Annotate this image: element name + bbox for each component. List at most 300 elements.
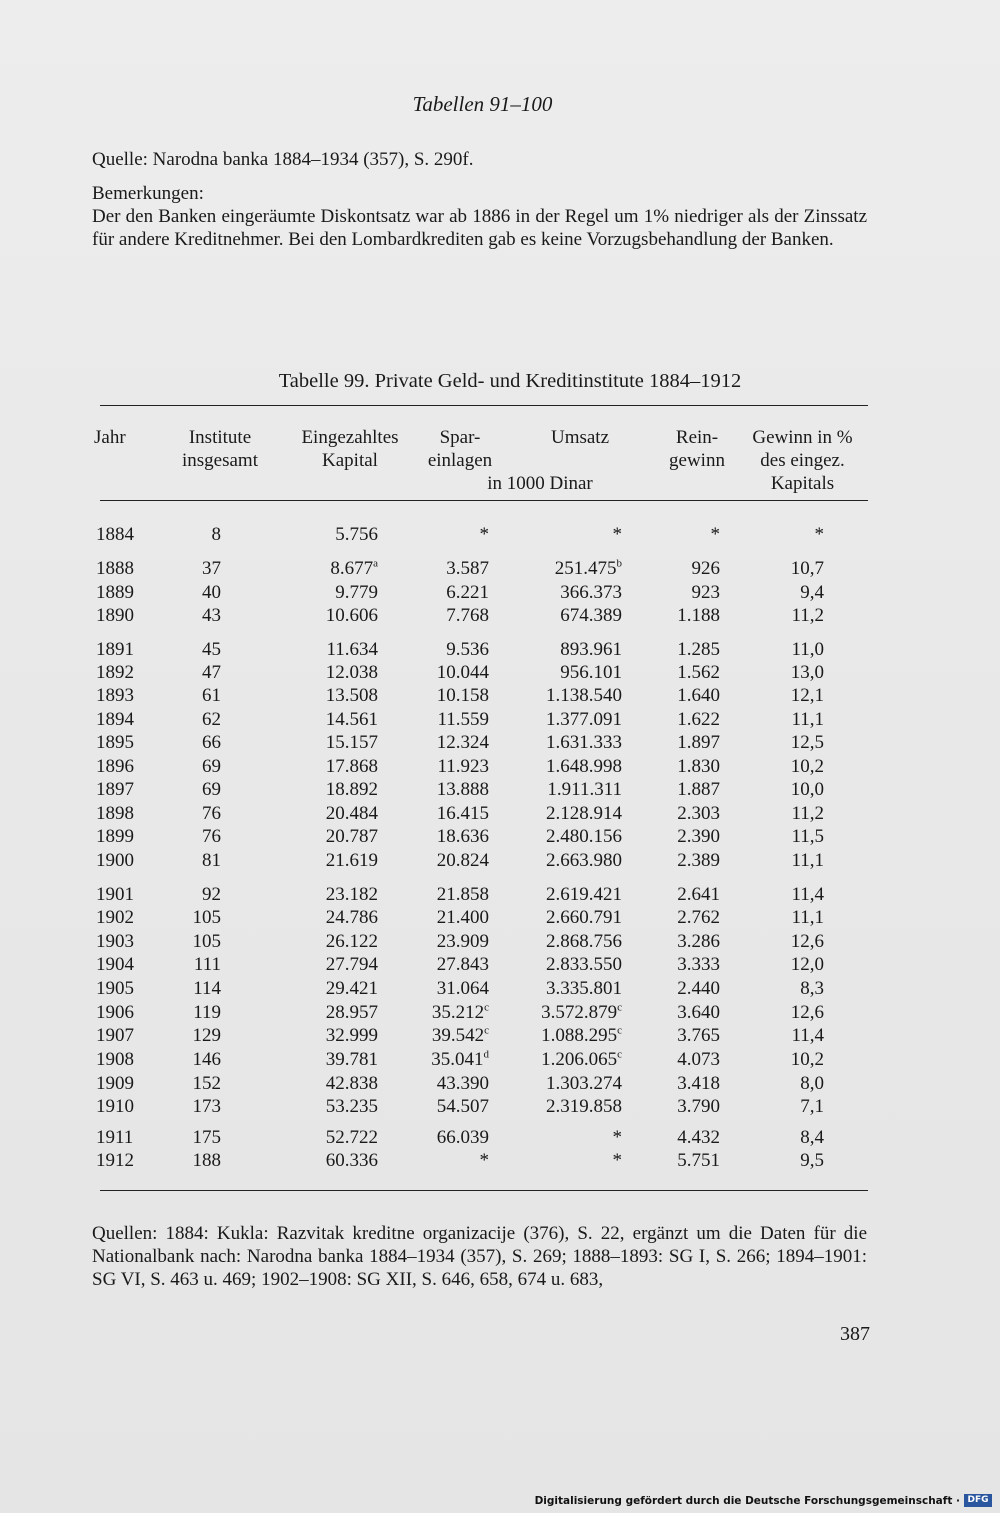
cell-spareinlagen <box>437 779 489 801</box>
cell-kapital <box>326 1025 378 1047</box>
cell-umsatz-value: * <box>612 1127 622 1148</box>
cell-gewinn-pct <box>791 803 824 825</box>
cell-institute-value: 61 <box>202 685 221 706</box>
cell-umsatz <box>613 1150 623 1172</box>
cell-year-value: 1907 <box>96 1025 134 1046</box>
cell-reingewinn-value: 1.562 <box>677 662 720 683</box>
cell-reingewinn <box>677 685 720 707</box>
cell-gewinn-pct <box>800 1150 824 1172</box>
remarks-label: Bemerkungen: <box>92 183 204 204</box>
cell-year <box>96 558 134 580</box>
cell-spareinlagen <box>437 826 489 848</box>
cell-umsatz-value: 1.088.295 <box>541 1025 618 1046</box>
cell-institute-value: 47 <box>202 662 221 683</box>
cell-kapital-value: 20.787 <box>325 826 378 847</box>
cell-spareinlagen <box>437 709 489 731</box>
header-umsatz: Umsatz <box>550 427 610 448</box>
cell-gewinn-pct-value: 11,2 <box>791 605 824 626</box>
cell-institute-value: 76 <box>202 826 221 847</box>
cell-institute <box>202 605 221 627</box>
cell-kapital <box>326 931 378 953</box>
cell-gewinn-pct-value: 9,4 <box>800 582 824 603</box>
cell-kapital-value: 5.756 <box>335 524 378 545</box>
cell-reingewinn-value: 2.303 <box>677 803 720 824</box>
cell-year-value: 1890 <box>96 605 134 626</box>
cell-institute-value: 43 <box>202 605 221 626</box>
cell-year <box>96 605 134 627</box>
cell-spareinlagen <box>432 1025 489 1047</box>
cell-year <box>96 1127 133 1149</box>
cell-year <box>96 779 134 801</box>
cell-institute <box>193 931 222 953</box>
cell-gewinn-pct <box>791 756 824 778</box>
cell-kapital-value: 13.508 <box>325 685 378 706</box>
cell-gewinn-pct <box>791 709 824 731</box>
cell-umsatz <box>560 582 622 604</box>
cell-umsatz-value: 1.138.540 <box>546 685 622 706</box>
cell-reingewinn <box>677 907 720 929</box>
cell-kapital <box>330 558 378 580</box>
cell-reingewinn <box>677 1073 720 1095</box>
table-bottom-rule <box>100 1190 868 1191</box>
cell-reingewinn <box>677 931 720 953</box>
cell-institute <box>193 1049 222 1071</box>
cell-reingewinn-value: 2.390 <box>677 826 720 847</box>
cell-gewinn-pct <box>791 1002 824 1024</box>
cell-umsatz <box>547 779 622 801</box>
cell-gewinn-pct-value: * <box>814 524 824 545</box>
cell-spareinlagen-value: * <box>479 524 489 545</box>
header-gewinn-line2: des eingez. <box>760 450 845 471</box>
cell-gewinn-pct <box>800 582 824 604</box>
cell-reingewinn <box>677 803 720 825</box>
cell-spareinlagen-value: 7.768 <box>446 605 489 626</box>
cell-spareinlagen <box>437 1127 489 1149</box>
cell-umsatz <box>613 1127 623 1149</box>
cell-year <box>96 1002 134 1024</box>
cell-year <box>96 826 134 848</box>
cell-umsatz-value: 1.648.998 <box>546 756 622 777</box>
cell-year-value: 1898 <box>96 803 134 824</box>
cell-gewinn-pct-value: 11,5 <box>791 826 824 847</box>
page-number: 387 <box>840 1323 870 1345</box>
cell-year-value: 1904 <box>96 954 134 975</box>
cell-umsatz <box>560 639 622 661</box>
cell-spareinlagen-value: 12.324 <box>436 732 489 753</box>
cell-reingewinn <box>677 1002 720 1024</box>
cell-spareinlagen <box>437 685 489 707</box>
cell-gewinn-pct <box>791 779 824 801</box>
cell-umsatz <box>546 1073 622 1095</box>
cell-institute <box>202 685 221 707</box>
cell-reingewinn <box>677 884 720 906</box>
cell-kapital <box>326 1049 378 1071</box>
cell-gewinn-pct-value: 11,4 <box>791 1025 824 1046</box>
cell-reingewinn <box>677 954 720 976</box>
cell-reingewinn <box>677 732 720 754</box>
cell-reingewinn-value: 3.418 <box>677 1073 720 1094</box>
cell-kapital <box>326 1150 378 1172</box>
cell-spareinlagen <box>437 662 489 684</box>
digitization-credit: Digitalisierung gefördert durch die Deutsche Forschungsgemeinschaft · <box>534 1495 960 1507</box>
cell-spareinlagen <box>446 582 489 604</box>
cell-reingewinn-value: 2.440 <box>677 978 720 999</box>
cell-year-value: 1908 <box>96 1049 134 1070</box>
cell-reingewinn <box>677 779 720 801</box>
cell-year-value: 1891 <box>96 639 134 660</box>
cell-year-value: 1889 <box>96 582 134 603</box>
cell-institute <box>193 1025 222 1047</box>
cell-kapital <box>326 779 378 801</box>
cell-spareinlagen-value: 6.221 <box>446 582 489 603</box>
cell-gewinn-pct-value: 10,2 <box>790 1049 824 1070</box>
cell-umsatz <box>560 605 622 627</box>
cell-year-value: 1888 <box>96 558 134 579</box>
cell-spareinlagen-value: 23.909 <box>436 931 489 952</box>
cell-spareinlagen <box>480 524 490 546</box>
cell-year <box>96 732 134 754</box>
cell-institute <box>202 756 221 778</box>
cell-gewinn-pct-value: 12,6 <box>790 931 824 952</box>
cell-gewinn-pct <box>791 907 824 929</box>
cell-umsatz-value: 2.319.858 <box>546 1096 622 1117</box>
header-reingewinn <box>662 426 732 472</box>
cell-kapital <box>326 978 378 1000</box>
cell-kapital-value: 21.619 <box>325 850 378 871</box>
cell-gewinn-pct <box>791 954 824 976</box>
cell-institute-value: 129 <box>192 1025 221 1046</box>
cell-umsatz-value: * <box>612 1150 622 1171</box>
header-spar-line1: Spar- <box>439 427 481 448</box>
cell-reingewinn-value: 1.897 <box>677 732 720 753</box>
cell-reingewinn-value: 2.641 <box>677 884 720 905</box>
table-header-rule <box>100 500 868 501</box>
cell-institute <box>193 1073 222 1095</box>
cell-reingewinn-value: 3.333 <box>677 954 720 975</box>
cell-umsatz-value: 3.335.801 <box>546 978 622 999</box>
cell-year-value: 1911 <box>96 1127 134 1148</box>
header-kapital <box>290 426 410 472</box>
cell-reingewinn-value: 1.830 <box>677 756 720 777</box>
cell-reingewinn <box>692 558 721 580</box>
cell-umsatz-value: 1.377.091 <box>546 709 622 730</box>
cell-reingewinn-value: 926 <box>691 558 720 579</box>
cell-kapital <box>326 884 378 906</box>
cell-spareinlagen <box>437 1096 489 1118</box>
cell-kapital <box>326 709 378 731</box>
cell-kapital-value: 39.781 <box>325 1049 378 1070</box>
cell-gewinn-pct <box>791 1049 824 1071</box>
cell-kapital <box>326 639 378 661</box>
cell-spareinlagen-value: 10.044 <box>436 662 489 683</box>
header-institute-line1: Institute <box>188 427 252 448</box>
cell-umsatz-value: 2.128.914 <box>546 803 622 824</box>
cell-gewinn-pct <box>800 1073 824 1095</box>
cell-gewinn-pct <box>791 605 824 627</box>
cell-kapital-value: 28.957 <box>325 1002 378 1023</box>
cell-spareinlagen <box>437 954 489 976</box>
cell-institute-value: 92 <box>202 884 221 905</box>
cell-institute-value: 81 <box>202 850 221 871</box>
cell-kapital-value: 53.235 <box>325 1096 378 1117</box>
cell-spareinlagen-value: 66.039 <box>436 1127 489 1148</box>
cell-spareinlagen <box>446 558 489 580</box>
header-kapital-line2: Kapital <box>322 450 378 471</box>
cell-gewinn-pct-value: 11,1 <box>791 709 824 730</box>
cell-institute <box>202 884 221 906</box>
cell-spareinlagen <box>437 756 489 778</box>
cell-reingewinn-value: 4.432 <box>677 1127 720 1148</box>
cell-umsatz <box>546 907 622 929</box>
cell-gewinn-pct-value: 8,4 <box>800 1127 824 1148</box>
cell-spareinlagen-value: 54.507 <box>436 1096 489 1117</box>
cell-umsatz <box>546 709 622 731</box>
cell-year-value: 1892 <box>96 662 134 683</box>
cell-institute-value: 69 <box>202 779 221 800</box>
cell-year-value: 1897 <box>96 779 134 800</box>
cell-year <box>96 709 134 731</box>
footnote-marker: a <box>373 557 378 570</box>
cell-reingewinn <box>677 1049 720 1071</box>
cell-institute <box>193 1150 222 1172</box>
footnote-marker: c <box>484 1024 489 1037</box>
cell-year <box>96 1049 134 1071</box>
cell-spareinlagen-value: 20.824 <box>436 850 489 871</box>
cell-gewinn-pct-value: 10,0 <box>790 779 824 800</box>
cell-year-value: 1909 <box>96 1073 134 1094</box>
cell-kapital <box>326 685 378 707</box>
cell-spareinlagen <box>437 884 489 906</box>
cell-institute <box>212 524 222 546</box>
cell-spareinlagen-value: 18.636 <box>436 826 489 847</box>
cell-institute-value: 188 <box>192 1150 221 1171</box>
cell-umsatz-value: * <box>612 524 622 545</box>
cell-institute-value: 173 <box>192 1096 221 1117</box>
cell-kapital-value: 11.634 <box>326 639 378 660</box>
cell-gewinn-pct <box>815 524 825 546</box>
header-gewinn-line1: Gewinn in % <box>752 427 853 448</box>
cell-kapital-value: 26.122 <box>325 931 378 952</box>
cell-gewinn-pct <box>800 978 824 1000</box>
cell-year <box>96 884 134 906</box>
header-jahr: Jahr <box>94 427 126 448</box>
cell-institute <box>193 907 222 929</box>
cell-year <box>96 524 134 546</box>
table-top-rule <box>100 405 868 406</box>
cell-reingewinn <box>677 639 720 661</box>
cell-year <box>96 756 134 778</box>
cell-institute-value: 37 <box>202 558 221 579</box>
cell-gewinn-pct-value: 9,5 <box>800 1150 824 1171</box>
cell-kapital-value: 24.786 <box>325 907 378 928</box>
cell-umsatz-value: 251.475 <box>554 558 617 579</box>
cell-gewinn-pct-value: 10,7 <box>790 558 824 579</box>
cell-reingewinn <box>711 524 721 546</box>
cell-umsatz <box>546 1096 622 1118</box>
dfg-logo: DFG <box>964 1494 992 1507</box>
cell-umsatz <box>546 756 622 778</box>
cell-gewinn-pct <box>800 1096 824 1118</box>
cell-kapital-value: 9.779 <box>335 582 378 603</box>
cell-year-value: 1884 <box>96 524 134 545</box>
cell-gewinn-pct <box>791 558 824 580</box>
cell-year <box>96 954 134 976</box>
cell-umsatz <box>546 884 622 906</box>
cell-year <box>96 978 134 1000</box>
cell-umsatz <box>541 1025 622 1047</box>
cell-year-value: 1893 <box>96 685 134 706</box>
cell-reingewinn <box>677 662 720 684</box>
cell-kapital-value: 14.561 <box>325 709 378 730</box>
cell-institute-value: 105 <box>192 931 221 952</box>
cell-year-value: 1896 <box>96 756 134 777</box>
cell-kapital-value: 12.038 <box>325 662 378 683</box>
cell-spareinlagen <box>431 1049 489 1071</box>
remarks-text: Der den Banken eingeräumte Diskontsatz war ab 1886 in der Regel um 1% niedriger als der Zinssatz für andere Kreditnehmer. Bei den Lombardkrediten gab es keine Vorzugsbehandlung der Banken. <box>92 206 867 250</box>
cell-year-value: 1903 <box>96 931 134 952</box>
cell-gewinn-pct-value: 11,1 <box>791 850 824 871</box>
cell-spareinlagen-value: 10.158 <box>436 685 489 706</box>
cell-umsatz <box>546 931 622 953</box>
cell-spareinlagen-value: 39.542 <box>431 1025 485 1046</box>
cell-kapital-value: 27.794 <box>325 954 378 975</box>
cell-umsatz <box>546 850 622 872</box>
cell-kapital <box>335 582 378 604</box>
cell-year-value: 1910 <box>96 1096 134 1117</box>
header-rein-line2: gewinn <box>669 450 725 471</box>
cell-institute <box>194 954 221 976</box>
cell-umsatz <box>541 1002 622 1024</box>
cell-year <box>96 803 134 825</box>
header-spar-line2: einlagen <box>427 450 493 471</box>
cell-institute-value: 66 <box>202 732 221 753</box>
cell-umsatz-value: 366.373 <box>560 582 622 603</box>
header-institute <box>175 426 265 472</box>
cell-spareinlagen-value: 27.843 <box>436 954 489 975</box>
cell-spareinlagen-value: 21.858 <box>436 884 489 905</box>
cell-year <box>96 850 134 872</box>
header-unit: in 1000 Dinar <box>487 473 593 494</box>
cell-umsatz <box>560 662 622 684</box>
cell-year <box>96 685 134 707</box>
cell-institute-value: 8 <box>211 524 221 545</box>
cell-spareinlagen <box>480 1150 490 1172</box>
cell-institute-value: 62 <box>202 709 221 730</box>
cell-kapital <box>326 1002 378 1024</box>
cell-kapital-value: 15.157 <box>325 732 378 753</box>
header-gewinn <box>740 426 865 495</box>
cell-umsatz <box>546 954 622 976</box>
cell-kapital-value: 23.182 <box>325 884 378 905</box>
cell-gewinn-pct-value: 11,0 <box>791 639 824 660</box>
cell-gewinn-pct-value: 12,6 <box>790 1002 824 1023</box>
cell-umsatz <box>546 803 622 825</box>
cell-umsatz-value: 1.631.333 <box>546 732 622 753</box>
cell-spareinlagen <box>437 931 489 953</box>
header-gewinn-line3: Kapitals <box>770 473 835 494</box>
cell-institute <box>193 1096 222 1118</box>
cell-spareinlagen <box>437 803 489 825</box>
cell-umsatz-value: 1.911.311 <box>547 779 622 800</box>
cell-umsatz <box>546 732 622 754</box>
cell-year-value: 1906 <box>96 1002 134 1023</box>
cell-spareinlagen-value: 11.559 <box>437 709 489 730</box>
cell-institute-value: 69 <box>202 756 221 777</box>
cell-reingewinn <box>677 850 720 872</box>
cell-gewinn-pct-value: 10,2 <box>790 756 824 777</box>
cell-gewinn-pct <box>791 732 824 754</box>
cell-gewinn-pct <box>800 1127 824 1149</box>
cell-year <box>96 907 134 929</box>
cell-kapital <box>326 1096 378 1118</box>
cell-reingewinn <box>677 756 720 778</box>
cell-kapital <box>326 756 378 778</box>
cell-kapital <box>326 1073 378 1095</box>
cell-gewinn-pct-value: 11,1 <box>791 907 824 928</box>
cell-gewinn-pct <box>791 931 824 953</box>
cell-kapital <box>326 954 378 976</box>
cell-umsatz <box>541 1049 622 1071</box>
footnote-marker: c <box>617 1024 622 1037</box>
cell-institute-value: 152 <box>192 1073 221 1094</box>
cell-reingewinn <box>692 582 721 604</box>
cell-kapital-value: 10.606 <box>325 605 378 626</box>
cell-year-value: 1905 <box>96 978 134 999</box>
cell-spareinlagen-value: 35.212 <box>431 1002 485 1023</box>
header-rein-line1: Rein- <box>675 427 719 448</box>
cell-spareinlagen-value: 35.041 <box>431 1049 484 1070</box>
cell-year-value: 1901 <box>96 884 134 905</box>
footnote-marker: c <box>617 1048 622 1061</box>
cell-kapital-value: 17.868 <box>325 756 378 777</box>
header-spar <box>425 426 495 472</box>
header-institute-line2: insgesamt <box>182 450 258 471</box>
cell-umsatz-value: 2.868.756 <box>546 931 622 952</box>
cell-spareinlagen-value: * <box>479 1150 489 1171</box>
cell-year <box>96 1025 134 1047</box>
cell-institute-value: 175 <box>192 1127 221 1148</box>
cell-year <box>96 662 134 684</box>
cell-kapital <box>326 662 378 684</box>
cell-year-value: 1899 <box>96 826 134 847</box>
cell-reingewinn <box>677 1096 720 1118</box>
footnote-marker: d <box>483 1048 489 1061</box>
cell-institute-value: 76 <box>202 803 221 824</box>
cell-umsatz-value: 3.572.879 <box>541 1002 618 1023</box>
cell-institute <box>202 826 221 848</box>
cell-reingewinn <box>677 1127 720 1149</box>
cell-gewinn-pct-value: 12,5 <box>790 732 824 753</box>
cell-umsatz <box>546 978 622 1000</box>
table-title: Tabelle 99. Private Geld- und Kreditinstitute 1884–1912 <box>278 370 742 392</box>
cell-institute-value: 45 <box>202 639 221 660</box>
cell-gewinn-pct <box>791 685 824 707</box>
cell-reingewinn-value: 1.640 <box>677 685 720 706</box>
cell-spareinlagen-value: 31.064 <box>436 978 489 999</box>
cell-kapital-value: 8.677 <box>330 558 374 579</box>
cell-year-value: 1902 <box>96 907 134 928</box>
cell-institute <box>193 978 221 1000</box>
cell-umsatz <box>555 558 622 580</box>
cell-gewinn-pct-value: 11,2 <box>791 803 824 824</box>
cell-umsatz-value: 1.206.065 <box>541 1049 618 1070</box>
cell-umsatz-value: 2.833.550 <box>546 954 622 975</box>
cell-reingewinn <box>677 605 720 627</box>
cell-gewinn-pct <box>791 1025 824 1047</box>
cell-institute <box>202 779 221 801</box>
cell-reingewinn-value: * <box>710 524 720 545</box>
cell-spareinlagen-value: 9.536 <box>446 639 489 660</box>
